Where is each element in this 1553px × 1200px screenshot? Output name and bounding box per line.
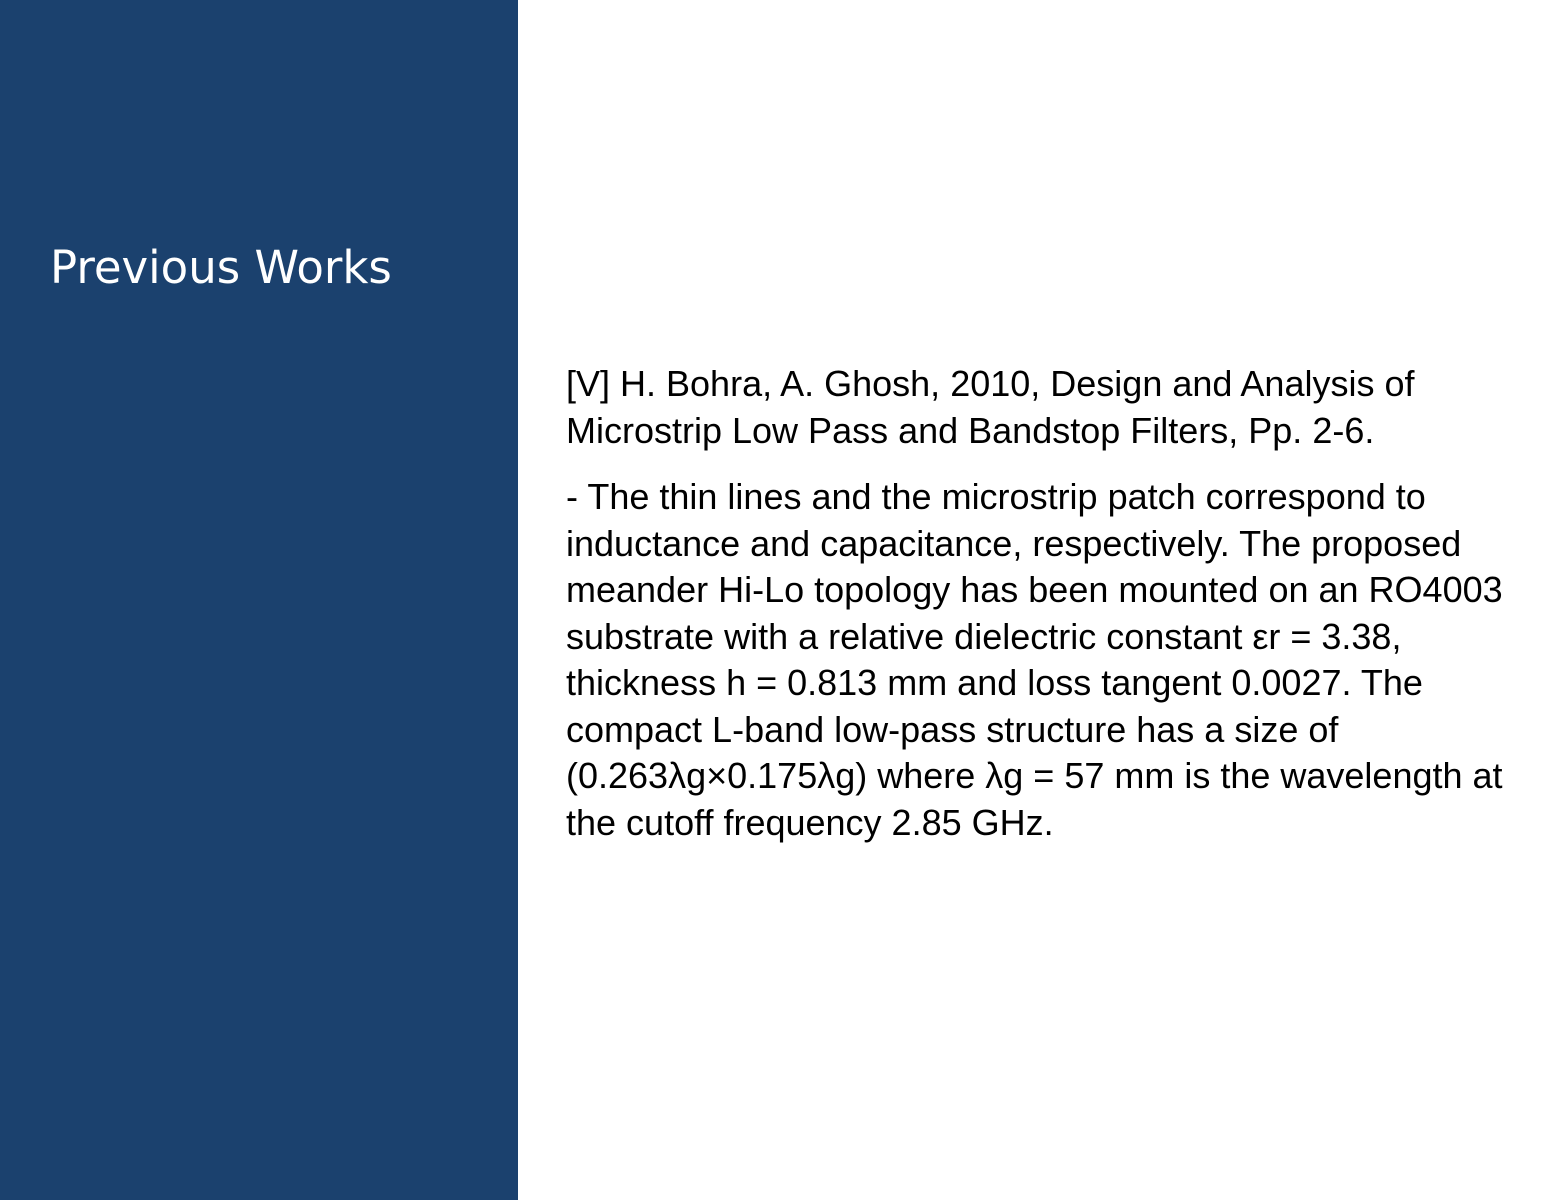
description-paragraph: - The thin lines and the microstrip patch correspond to inductance and capacitance, respectively. The proposed meander Hi-Lo topology has been mounted on an RO4003 substrate with a relative dielectric constant εr = 3.38, thickness h = 0.813 mm and loss tangent 0.0027. The compact L-band low-pass structure has a size of (0.263λg×0.175λg) where λg = 57 mm is the wavelength at the cutoff frequency 2.85 GHz. xyxy=(566,476,1503,843)
side-panel xyxy=(0,0,518,1200)
reference-citation: [V] H. Bohra, A. Ghosh, 2010, Design and Analysis of Microstrip Low Pass and Bandstop Filters, Pp. 2-6. xyxy=(566,363,1415,451)
slide-content xyxy=(566,361,1516,846)
slide-title: Previous Works xyxy=(50,241,392,294)
